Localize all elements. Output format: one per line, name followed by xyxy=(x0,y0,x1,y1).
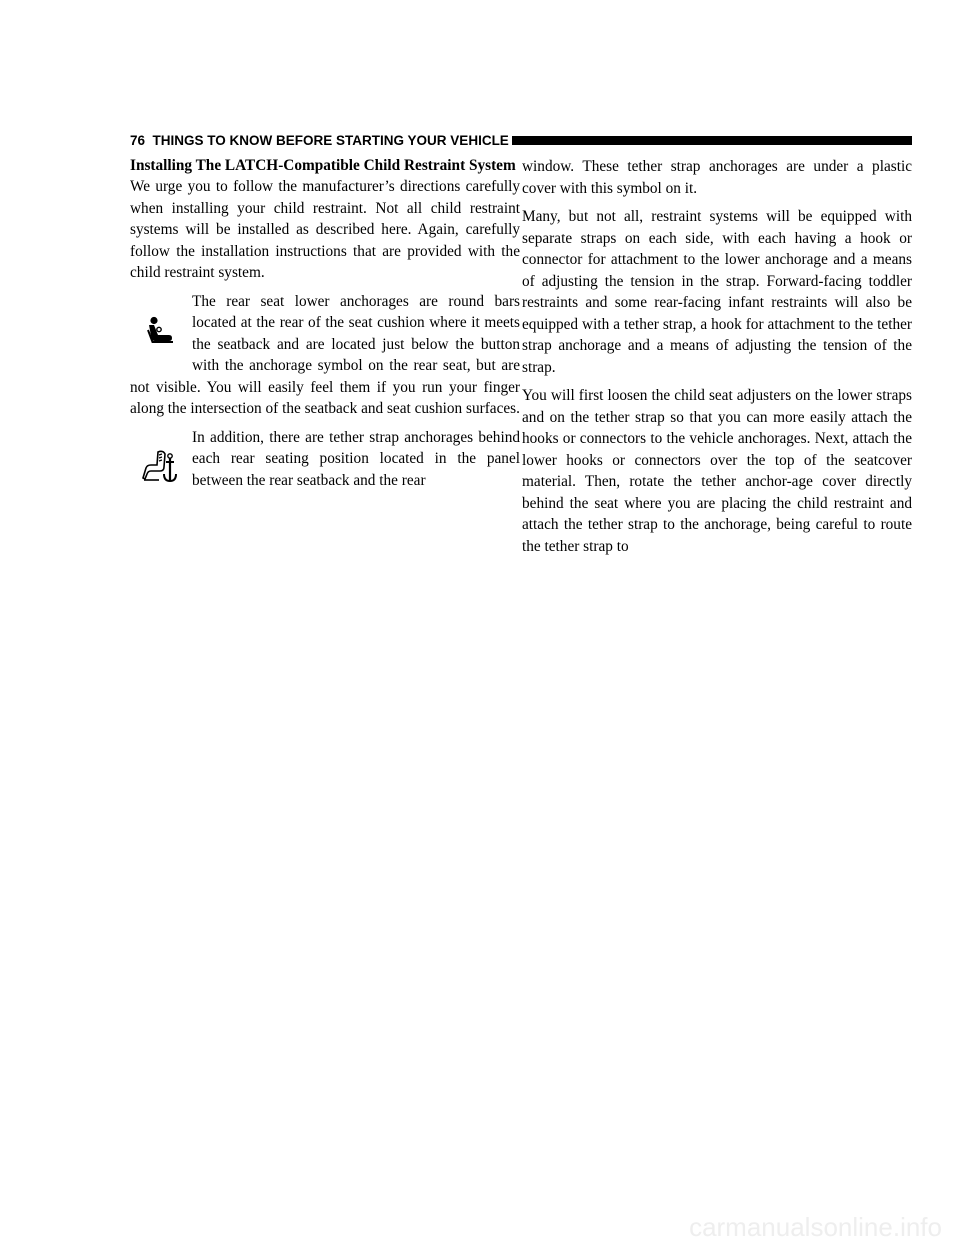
continued-paragraph: window. These tether strap anchorages are under a plastic cover with this symbol on it. xyxy=(522,158,912,197)
right-column xyxy=(522,156,912,564)
watermark xyxy=(0,1212,960,1243)
page-header xyxy=(0,133,960,149)
installation-steps-paragraph: You will first loosen the child seat adjusters on the lower straps and on the tether strap so that you can more easily attach the hooks or connectors to the vehicle anchorages. Next, attach the lower hooks or connectors over the top of the seatcover material. Then, rotate the tether anchor-age cover directly behind the seat where you are placing the child restraint and attach the tether strap to the anchorage, being careful to route the tether strap to xyxy=(522,387,912,555)
header-text xyxy=(130,133,509,149)
lower-anchorage-paragraph: The rear seat lower anchorages are round bars located at the rear of the seat cushion where it meets the seatback and are located just below the button with the anchorage symbol on the rear seat, but are not visible. You will easily feel them if you run your finger along the intersection of the seatback and seat cushion surfaces. xyxy=(130,291,520,420)
header-bar xyxy=(512,136,912,145)
tether-anchorage-paragraph: In addition, there are tether strap anchorages behind each rear seating position located in the panel between the rear seatback and the rear xyxy=(130,427,520,492)
section-heading: Installing The LATCH-Compatible Child Restraint System xyxy=(130,157,516,174)
child-seat-lower-anchor-icon xyxy=(130,289,192,373)
left-column xyxy=(130,156,520,509)
header-title: THINGS TO KNOW BEFORE STARTING YOUR VEHICLE xyxy=(152,133,509,148)
straps-paragraph: Many, but not all, restraint systems will be equipped with separate straps on each side, with each having a hook or connector for attachment to the lower anchorage and a means of adjusting the tension in the strap. Forward-facing toddler restraints and some rear-facing infant restraints will also be equipped with a tether strap, a hook for attachment to the tether strap anchorage and a means of adjusting the tension of the strap. xyxy=(522,208,912,376)
watermark-text: carmanualsonline.info xyxy=(689,1212,942,1242)
page-number: 76 xyxy=(130,133,146,148)
intro-paragraph: We urge you to follow the manufacturer’s directions carefully when installing your child restraint. Not all child restraint systems will be installed as described here. Again, carefully follow the installation instructions that are provided with the child restraint system. xyxy=(130,178,520,281)
tether-anchor-icon xyxy=(130,425,192,509)
